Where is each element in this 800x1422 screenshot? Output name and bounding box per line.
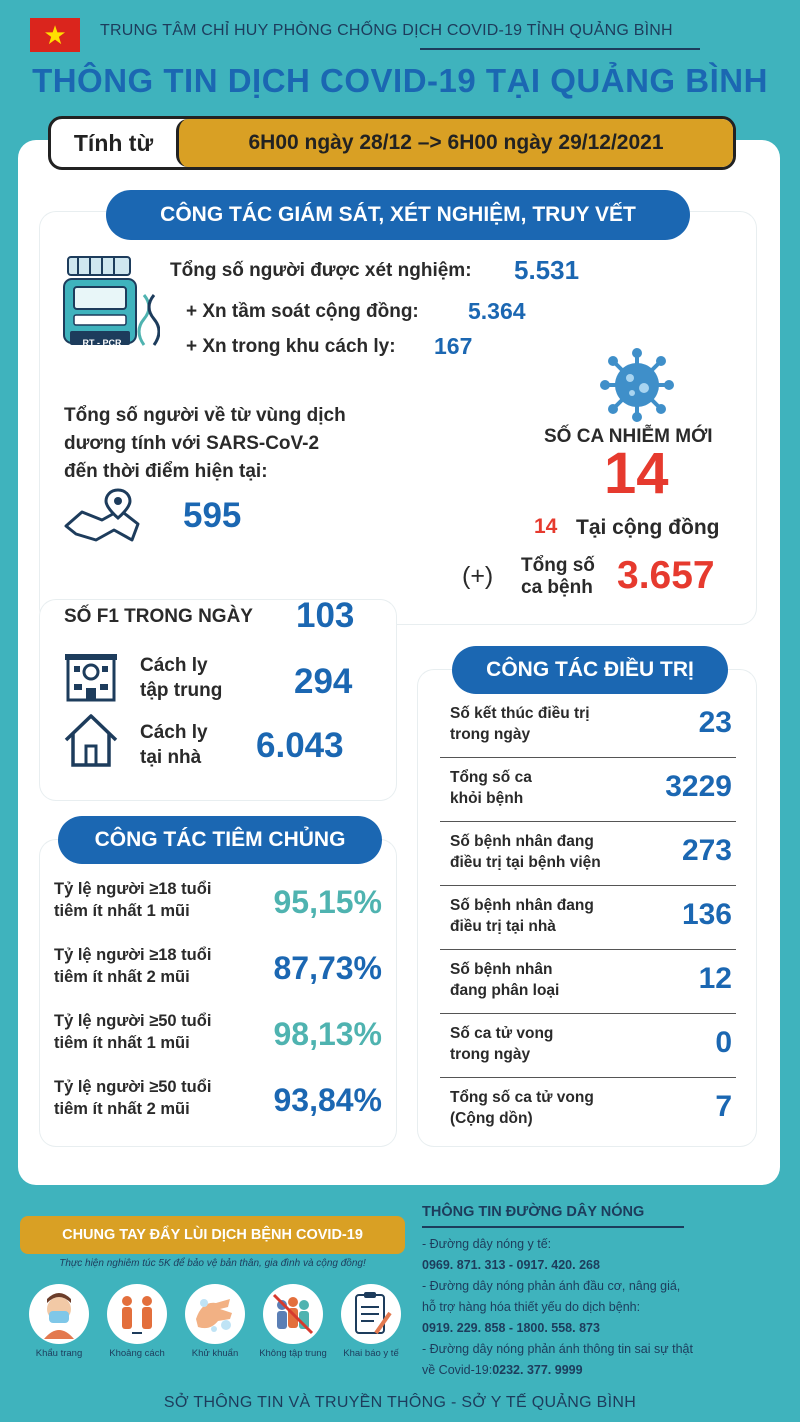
treatment-value: 0: [715, 1026, 732, 1059]
fivek-item: [254, 1284, 332, 1359]
treatment-row: [440, 886, 736, 950]
returnees-label-2: dương tính với SARS-CoV-2: [64, 433, 320, 454]
hotline-3-prefix: về Covid-19:: [422, 1363, 493, 1377]
vaccination-label-1: Tỷ lệ người ≥50 tuổi: [54, 1012, 212, 1030]
campaign-subtitle: Thực hiện nghiêm túc 5K để bảo vệ bản thân, gia đình và cộng đồng!: [59, 1258, 366, 1269]
treatment-label-1: Số bệnh nhân: [450, 961, 553, 978]
vaccination-label-2: tiêm ít nhất 2 mũi: [54, 968, 190, 986]
central-quarantine-label-2: tập trung: [140, 680, 223, 701]
fivek-item: [176, 1284, 254, 1359]
hotline-3-label: - Đường dây nóng phản ánh thông tin sai sự thật: [422, 1342, 693, 1356]
fivek-label: Khẩu trang: [35, 1348, 83, 1359]
treatment-value: 7: [715, 1090, 732, 1123]
treatment-value: 12: [698, 962, 732, 995]
period-box: [48, 116, 736, 170]
treatment-label-1: Số ca tử vong: [450, 1025, 554, 1042]
quarantine-test-label: + Xn trong khu cách ly:: [186, 336, 396, 357]
treatment-label-1: Số kết thúc điều trị: [450, 705, 590, 722]
fivek-label: Khoảng cách: [109, 1348, 165, 1359]
treatment-label-2: trong ngày: [450, 726, 531, 743]
treatment-row: [440, 1078, 736, 1142]
f1-value: 103: [296, 596, 355, 635]
community-test-value: 5.364: [468, 298, 526, 324]
footer-org: SỞ THÔNG TIN VÀ TRUYỀN THÔNG - SỞ Y TẾ QUẢNG BÌNH: [163, 1394, 637, 1411]
vaccination-label-2: tiêm ít nhất 2 mũi: [54, 1100, 190, 1118]
treatment-label-2: đang phân loại: [450, 982, 560, 999]
treatment-row: [440, 1014, 736, 1078]
treatment-value: 136: [681, 898, 732, 931]
virus-icon: [600, 348, 674, 422]
total-cases-value: 3.657: [617, 554, 715, 597]
campaign-banner: CHUNG TAY ĐẨY LÙI DỊCH BỆNH COVID-19: [20, 1216, 405, 1254]
vaccination-label-1: Tỷ lệ người ≥50 tuổi: [54, 1078, 212, 1096]
central-quarantine-label-1: Cách ly: [140, 655, 208, 676]
vaccination-row: [40, 870, 396, 936]
new-cases-label: SỐ CA NHIỄM MỚI: [544, 426, 713, 447]
community-cases-label: Tại cộng đồng: [576, 516, 720, 539]
health-declaration-icon: [341, 1284, 401, 1344]
tested-value: 5.531: [514, 255, 580, 285]
total-cases-label-2: ca bệnh: [521, 577, 593, 598]
mask-icon: [29, 1284, 89, 1344]
vaccination-list: [40, 870, 396, 1134]
community-cases-value: 14: [534, 515, 558, 538]
vaccination-value: 95,15%: [273, 884, 382, 920]
quarantine-building-icon: [62, 650, 120, 702]
page-title: THÔNG TIN DỊCH COVID-19 TẠI QUẢNG BÌNH: [32, 62, 768, 99]
total-cases-label-1: Tổng số: [521, 555, 595, 576]
hotline-3-value: 0232. 377. 9999: [492, 1363, 583, 1377]
treatment-list: [440, 694, 736, 1142]
f1-label: SỐ F1 TRONG NGÀY: [64, 606, 253, 627]
treatment-heading: CÔNG TÁC ĐIỀU TRỊ: [452, 646, 728, 694]
vietnam-flag-icon: ★: [30, 18, 80, 52]
treatment-label-1: Tổng số ca: [450, 769, 532, 786]
pcr-label: RT - PCR: [82, 338, 122, 348]
treatment-label-2: khỏi bệnh: [450, 790, 524, 807]
home-quarantine-label-2: tại nhà: [140, 747, 202, 768]
treatment-value: 23: [698, 706, 732, 739]
hotline-2-label-2: hỗ trợ hàng hóa thiết yếu do dịch bệnh:: [422, 1300, 641, 1314]
vaccination-label-2: tiêm ít nhất 1 mũi: [54, 902, 190, 920]
fivek-label: Khai báo y tế: [343, 1348, 399, 1359]
surveillance-heading: CÔNG TÁC GIÁM SÁT, XÉT NGHIỆM, TRUY VẾT: [106, 190, 690, 240]
hotline-2-label-1: - Đường dây nóng phản ánh đầu cơ, nâng giá,: [422, 1279, 681, 1293]
map-pin-icon: [62, 486, 142, 546]
returnees-label-1: Tổng số người về từ vùng dịch: [64, 405, 346, 426]
vaccination-value: 87,73%: [273, 950, 382, 986]
hand-wash-icon: [185, 1284, 245, 1344]
vaccination-heading: CÔNG TÁC TIÊM CHỦNG: [58, 816, 382, 864]
fivek-label: Không tập trung: [259, 1348, 327, 1359]
treatment-label-1: Số bệnh nhân đang: [450, 897, 594, 914]
vaccination-label-1: Tỷ lệ người ≥18 tuổi: [54, 946, 212, 964]
treatment-value: 3229: [665, 770, 732, 803]
period-value: 6H00 ngày 28/12 –> 6H00 ngày 29/12/2021: [176, 119, 733, 167]
treatment-label-1: Số bệnh nhân đang: [450, 833, 594, 850]
returnees-value: 595: [183, 496, 242, 535]
vaccination-row: [40, 1002, 396, 1068]
home-quarantine-label-1: Cách ly: [140, 722, 208, 743]
hotline-block: [422, 1234, 782, 1381]
fivek-item: [332, 1284, 410, 1359]
hotline-divider: [422, 1226, 684, 1228]
plus-sign: (+): [462, 562, 494, 590]
period-label: Tính từ: [73, 129, 154, 156]
treatment-label-2: điều trị tại nhà: [450, 918, 556, 935]
distance-icon: [107, 1284, 167, 1344]
community-test-label: + Xn tầm soát cộng đồng:: [186, 301, 419, 322]
returnees-label-3: đến thời điểm hiện tại:: [64, 461, 268, 482]
vaccination-value: 93,84%: [273, 1082, 382, 1118]
treatment-row: [440, 758, 736, 822]
hotline-1-value: 0969. 871. 313 - 0917. 420. 268: [422, 1258, 600, 1272]
vaccination-label-1: Tỷ lệ người ≥18 tuổi: [54, 880, 212, 898]
treatment-label-2: trong ngày: [450, 1046, 531, 1063]
5k-icons-row: [20, 1284, 410, 1359]
vaccination-value: 98,13%: [273, 1016, 382, 1052]
vaccination-row: [40, 936, 396, 1002]
hotline-1-label: - Đường dây nóng y tế:: [422, 1237, 552, 1251]
home-quarantine-value: 6.043: [256, 726, 344, 765]
treatment-value: 273: [681, 834, 732, 867]
treatment-row: [440, 694, 736, 758]
tested-label: Tổng số người được xét nghiệm:: [170, 260, 472, 281]
new-cases-value: 14: [604, 441, 669, 506]
hotline-2-value: 0919. 229. 858 - 1800. 558. 873: [422, 1321, 600, 1335]
hotline-title: THÔNG TIN ĐƯỜNG DÂY NÓNG: [422, 1204, 645, 1220]
vaccination-label-2: tiêm ít nhất 1 mũi: [54, 1034, 190, 1052]
divider: [420, 48, 700, 50]
treatment-row: [440, 950, 736, 1014]
no-gathering-icon: [263, 1284, 323, 1344]
treatment-label-1: Tổng số ca tử vong: [450, 1089, 594, 1106]
central-quarantine-value: 294: [294, 662, 353, 701]
org-name: TRUNG TÂM CHỈ HUY PHÒNG CHỐNG DỊCH COVID-19 TỈNH QUẢNG BÌNH: [100, 22, 673, 39]
treatment-label-2: điều trị tại bệnh viện: [450, 854, 601, 871]
fivek-label: Khử khuẩn: [191, 1348, 239, 1359]
fivek-item: [20, 1284, 98, 1359]
vaccination-row: [40, 1068, 396, 1134]
treatment-row: [440, 822, 736, 886]
treatment-label-2: (Cộng dồn): [450, 1110, 533, 1127]
home-icon: [62, 712, 120, 768]
quarantine-test-value: 167: [434, 333, 473, 359]
fivek-item: [98, 1284, 176, 1359]
